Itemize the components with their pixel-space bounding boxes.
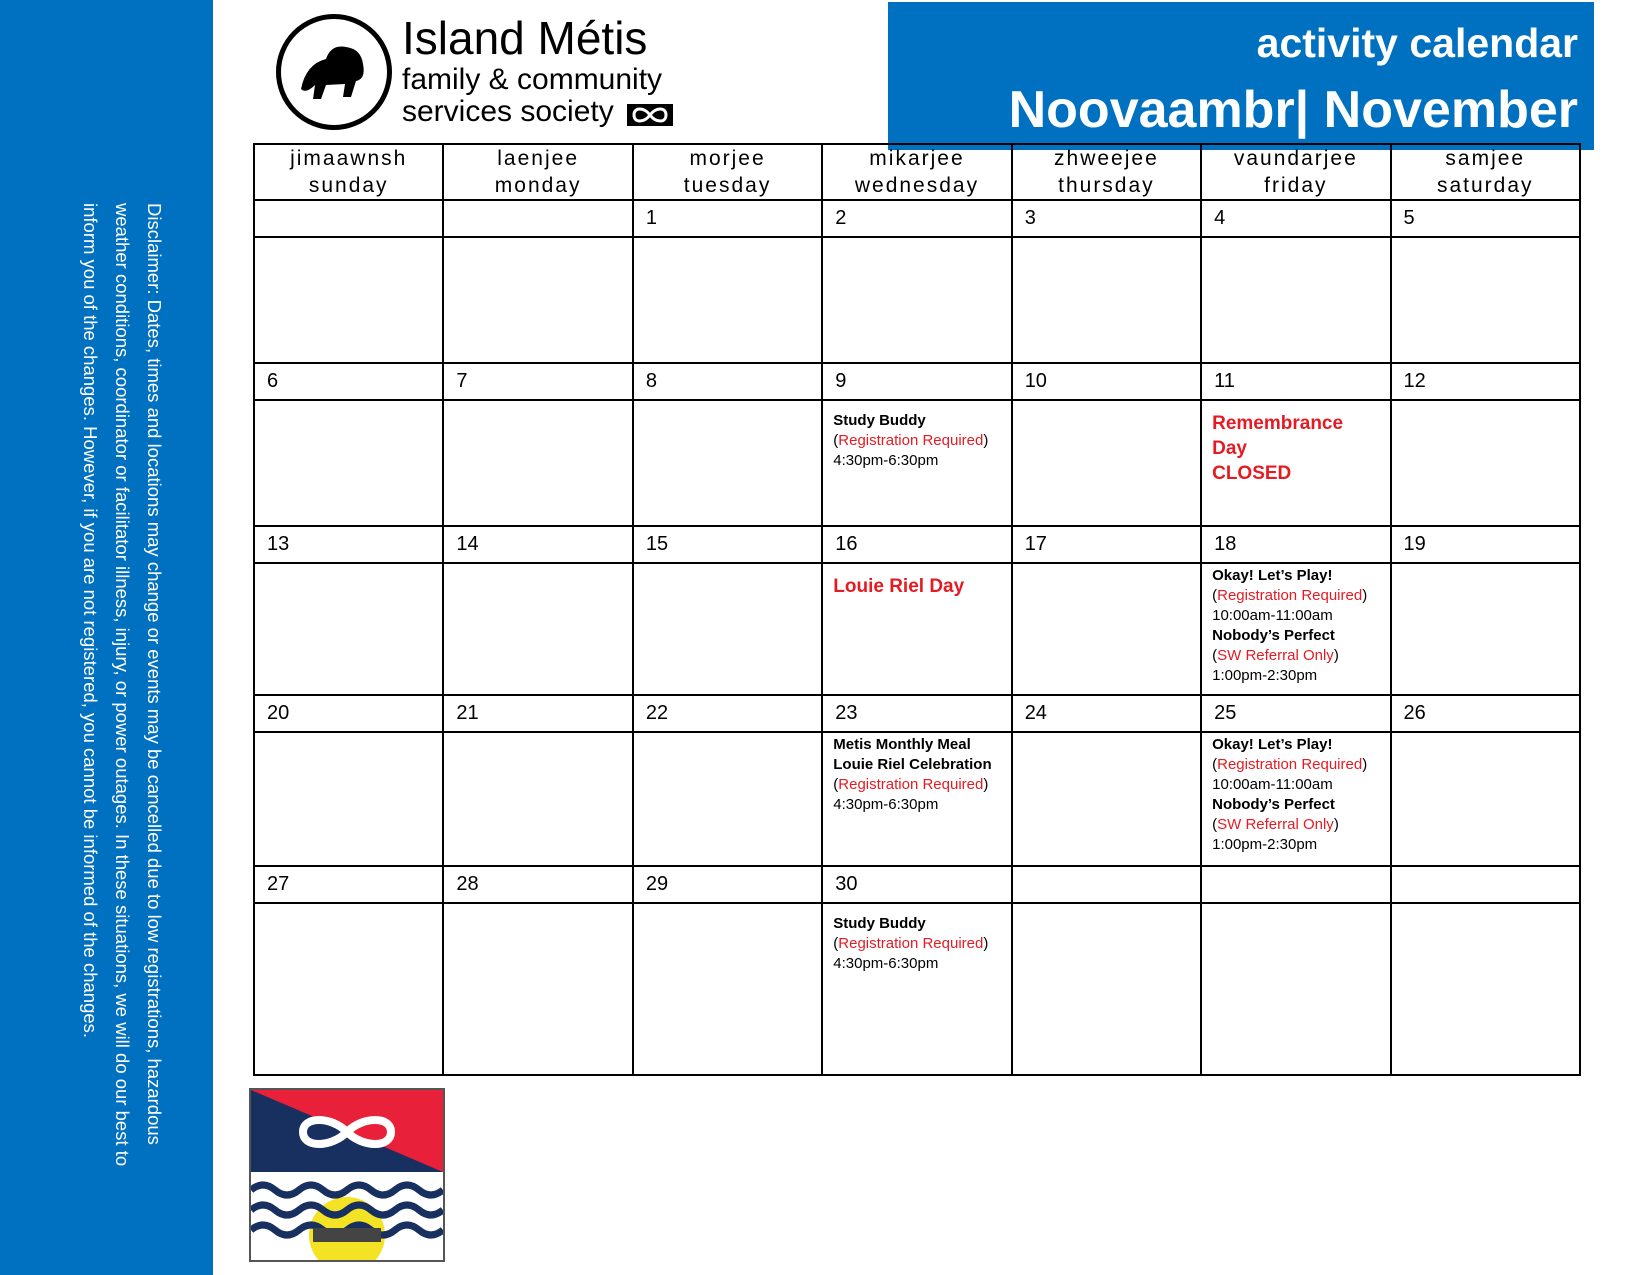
date-number: 18 (1201, 526, 1390, 563)
date-number: 12 (1391, 363, 1580, 400)
date-number (254, 200, 443, 237)
event-title: Louie Riel Celebration (833, 756, 992, 773)
event-time: 10:00am-11:00am (1212, 776, 1333, 793)
events-row (254, 400, 1580, 526)
event-note: (Registration Required) (1212, 756, 1368, 773)
weekday-header-row (254, 144, 1580, 200)
metis-bc-flag-icon (249, 1088, 445, 1262)
day-cell (633, 732, 822, 866)
date-number: 14 (443, 526, 632, 563)
date-row (254, 526, 1580, 563)
event-title: Okay! Let’s Play! (1212, 567, 1333, 584)
date-number: 9 (822, 363, 1011, 400)
day-cell (1391, 563, 1580, 695)
date-row (254, 200, 1580, 237)
event-time: 4:30pm-6:30pm (833, 452, 939, 469)
date-number: 4 (1201, 200, 1390, 237)
calendar-grid (253, 143, 1581, 1076)
date-number: 20 (254, 695, 443, 732)
day-cell (1012, 237, 1201, 363)
event-cell-nov25 (1201, 732, 1390, 866)
day-cell (633, 400, 822, 526)
closed-label: CLOSED (1212, 463, 1292, 484)
banner-subtitle: activity calendar (1256, 20, 1578, 66)
day-cell (1391, 732, 1580, 866)
event-note: (Registration Required) (833, 432, 989, 449)
day-cell (1012, 400, 1201, 526)
events-row (254, 237, 1580, 363)
weekday-header: morjee tuesday (633, 144, 822, 200)
day-cell (254, 732, 443, 866)
date-number: 19 (1391, 526, 1580, 563)
event-time: 1:00pm-2:30pm (1212, 667, 1318, 684)
date-row (254, 695, 1580, 732)
date-number: 25 (1201, 695, 1390, 732)
date-number: 7 (443, 363, 632, 400)
event-cell-nov18 (1201, 563, 1390, 695)
day-cell (633, 563, 822, 695)
date-number: 29 (633, 866, 822, 903)
date-number: 30 (822, 866, 1011, 903)
logo-line-3: services society (402, 95, 614, 128)
date-number: 21 (443, 695, 632, 732)
day-cell (1201, 903, 1390, 1075)
day-cell (1012, 563, 1201, 695)
event-title: Nobody’s Perfect (1212, 796, 1335, 813)
event-cell-nov23 (822, 732, 1011, 866)
event-time: 4:30pm-6:30pm (833, 796, 939, 813)
banner-month: Noovaambr| November (1008, 81, 1578, 139)
event-cell-nov11 (1201, 400, 1390, 526)
date-number: 23 (822, 695, 1011, 732)
date-number (1012, 866, 1201, 903)
date-number: 17 (1012, 526, 1201, 563)
title-banner (888, 2, 1594, 150)
event-time: 10:00am-11:00am (1212, 607, 1333, 624)
day-cell (1391, 400, 1580, 526)
organization-logo (272, 12, 682, 136)
day-cell (1012, 732, 1201, 866)
event-note: (Registration Required) (833, 776, 989, 793)
weekday-header: laenjee monday (443, 144, 632, 200)
event-cell-nov30 (822, 903, 1011, 1075)
event-title: Study Buddy (833, 412, 926, 429)
date-number: 2 (822, 200, 1011, 237)
date-number: 6 (254, 363, 443, 400)
day-cell (633, 903, 822, 1075)
weekday-header: zhweejee thursday (1012, 144, 1201, 200)
date-number: 16 (822, 526, 1011, 563)
day-cell (633, 237, 822, 363)
date-number: 15 (633, 526, 822, 563)
date-number: 22 (633, 695, 822, 732)
event-note: (SW Referral Only) (1212, 816, 1339, 833)
events-row (254, 903, 1580, 1075)
date-row (254, 363, 1580, 400)
infinity-icon (627, 104, 673, 126)
event-title: Metis Monthly Meal (833, 736, 971, 753)
event-cell-nov9 (822, 400, 1011, 526)
event-time: 1:00pm-2:30pm (1212, 836, 1318, 853)
day-cell (443, 563, 632, 695)
events-row (254, 563, 1580, 695)
event-title: Okay! Let’s Play! (1212, 736, 1333, 753)
date-number: 5 (1391, 200, 1580, 237)
day-cell (822, 237, 1011, 363)
date-number: 26 (1391, 695, 1580, 732)
weekday-header: vaundarjee friday (1201, 144, 1390, 200)
date-number: 13 (254, 526, 443, 563)
day-cell (1201, 237, 1390, 363)
event-note: (SW Referral Only) (1212, 647, 1339, 664)
date-number: 8 (633, 363, 822, 400)
logo-line-2: family & community (402, 63, 663, 96)
event-note: (Registration Required) (1212, 587, 1368, 604)
logo-line-1: Island Métis (402, 12, 648, 64)
day-cell (254, 237, 443, 363)
sidebar (0, 0, 213, 1275)
weekday-header: mikarjee wednesday (822, 144, 1011, 200)
event-title: Study Buddy (833, 915, 926, 932)
holiday-title: Louie Riel Day (833, 576, 965, 597)
holiday-title: Remembrance Day (1212, 413, 1344, 459)
date-number: 3 (1012, 200, 1201, 237)
event-note: (Registration Required) (833, 935, 989, 952)
date-number: 27 (254, 866, 443, 903)
date-number: 11 (1201, 363, 1390, 400)
date-number: 24 (1012, 695, 1201, 732)
date-number (1201, 866, 1390, 903)
date-number (443, 200, 632, 237)
weekday-header: jimaawnsh sunday (254, 144, 443, 200)
date-row (254, 866, 1580, 903)
event-title: Nobody’s Perfect (1212, 627, 1335, 644)
date-number (1391, 866, 1580, 903)
event-time: 4:30pm-6:30pm (833, 955, 939, 972)
day-cell (254, 400, 443, 526)
date-number: 10 (1012, 363, 1201, 400)
disclaimer-text: Disclaimer: Dates, times and locations may change or events may be cancelled due to low registrations, hazardous weather conditions, coordinator or facilitator illness, injury, or power outages. In these situations, we will do our best to inform you of the changes. However, if you are not registered, you cannot be informed of the changes. (80, 203, 165, 1167)
events-row (254, 732, 1580, 866)
day-cell (254, 903, 443, 1075)
day-cell (1391, 903, 1580, 1075)
day-cell (254, 563, 443, 695)
day-cell (443, 400, 632, 526)
day-cell (443, 903, 632, 1075)
day-cell (443, 732, 632, 866)
event-cell-nov16 (822, 563, 1011, 695)
day-cell (1012, 903, 1201, 1075)
day-cell (1391, 237, 1580, 363)
date-number: 1 (633, 200, 822, 237)
date-number: 28 (443, 866, 632, 903)
bison-seal-icon (276, 14, 392, 130)
day-cell (443, 237, 632, 363)
weekday-header: samjee saturday (1391, 144, 1580, 200)
